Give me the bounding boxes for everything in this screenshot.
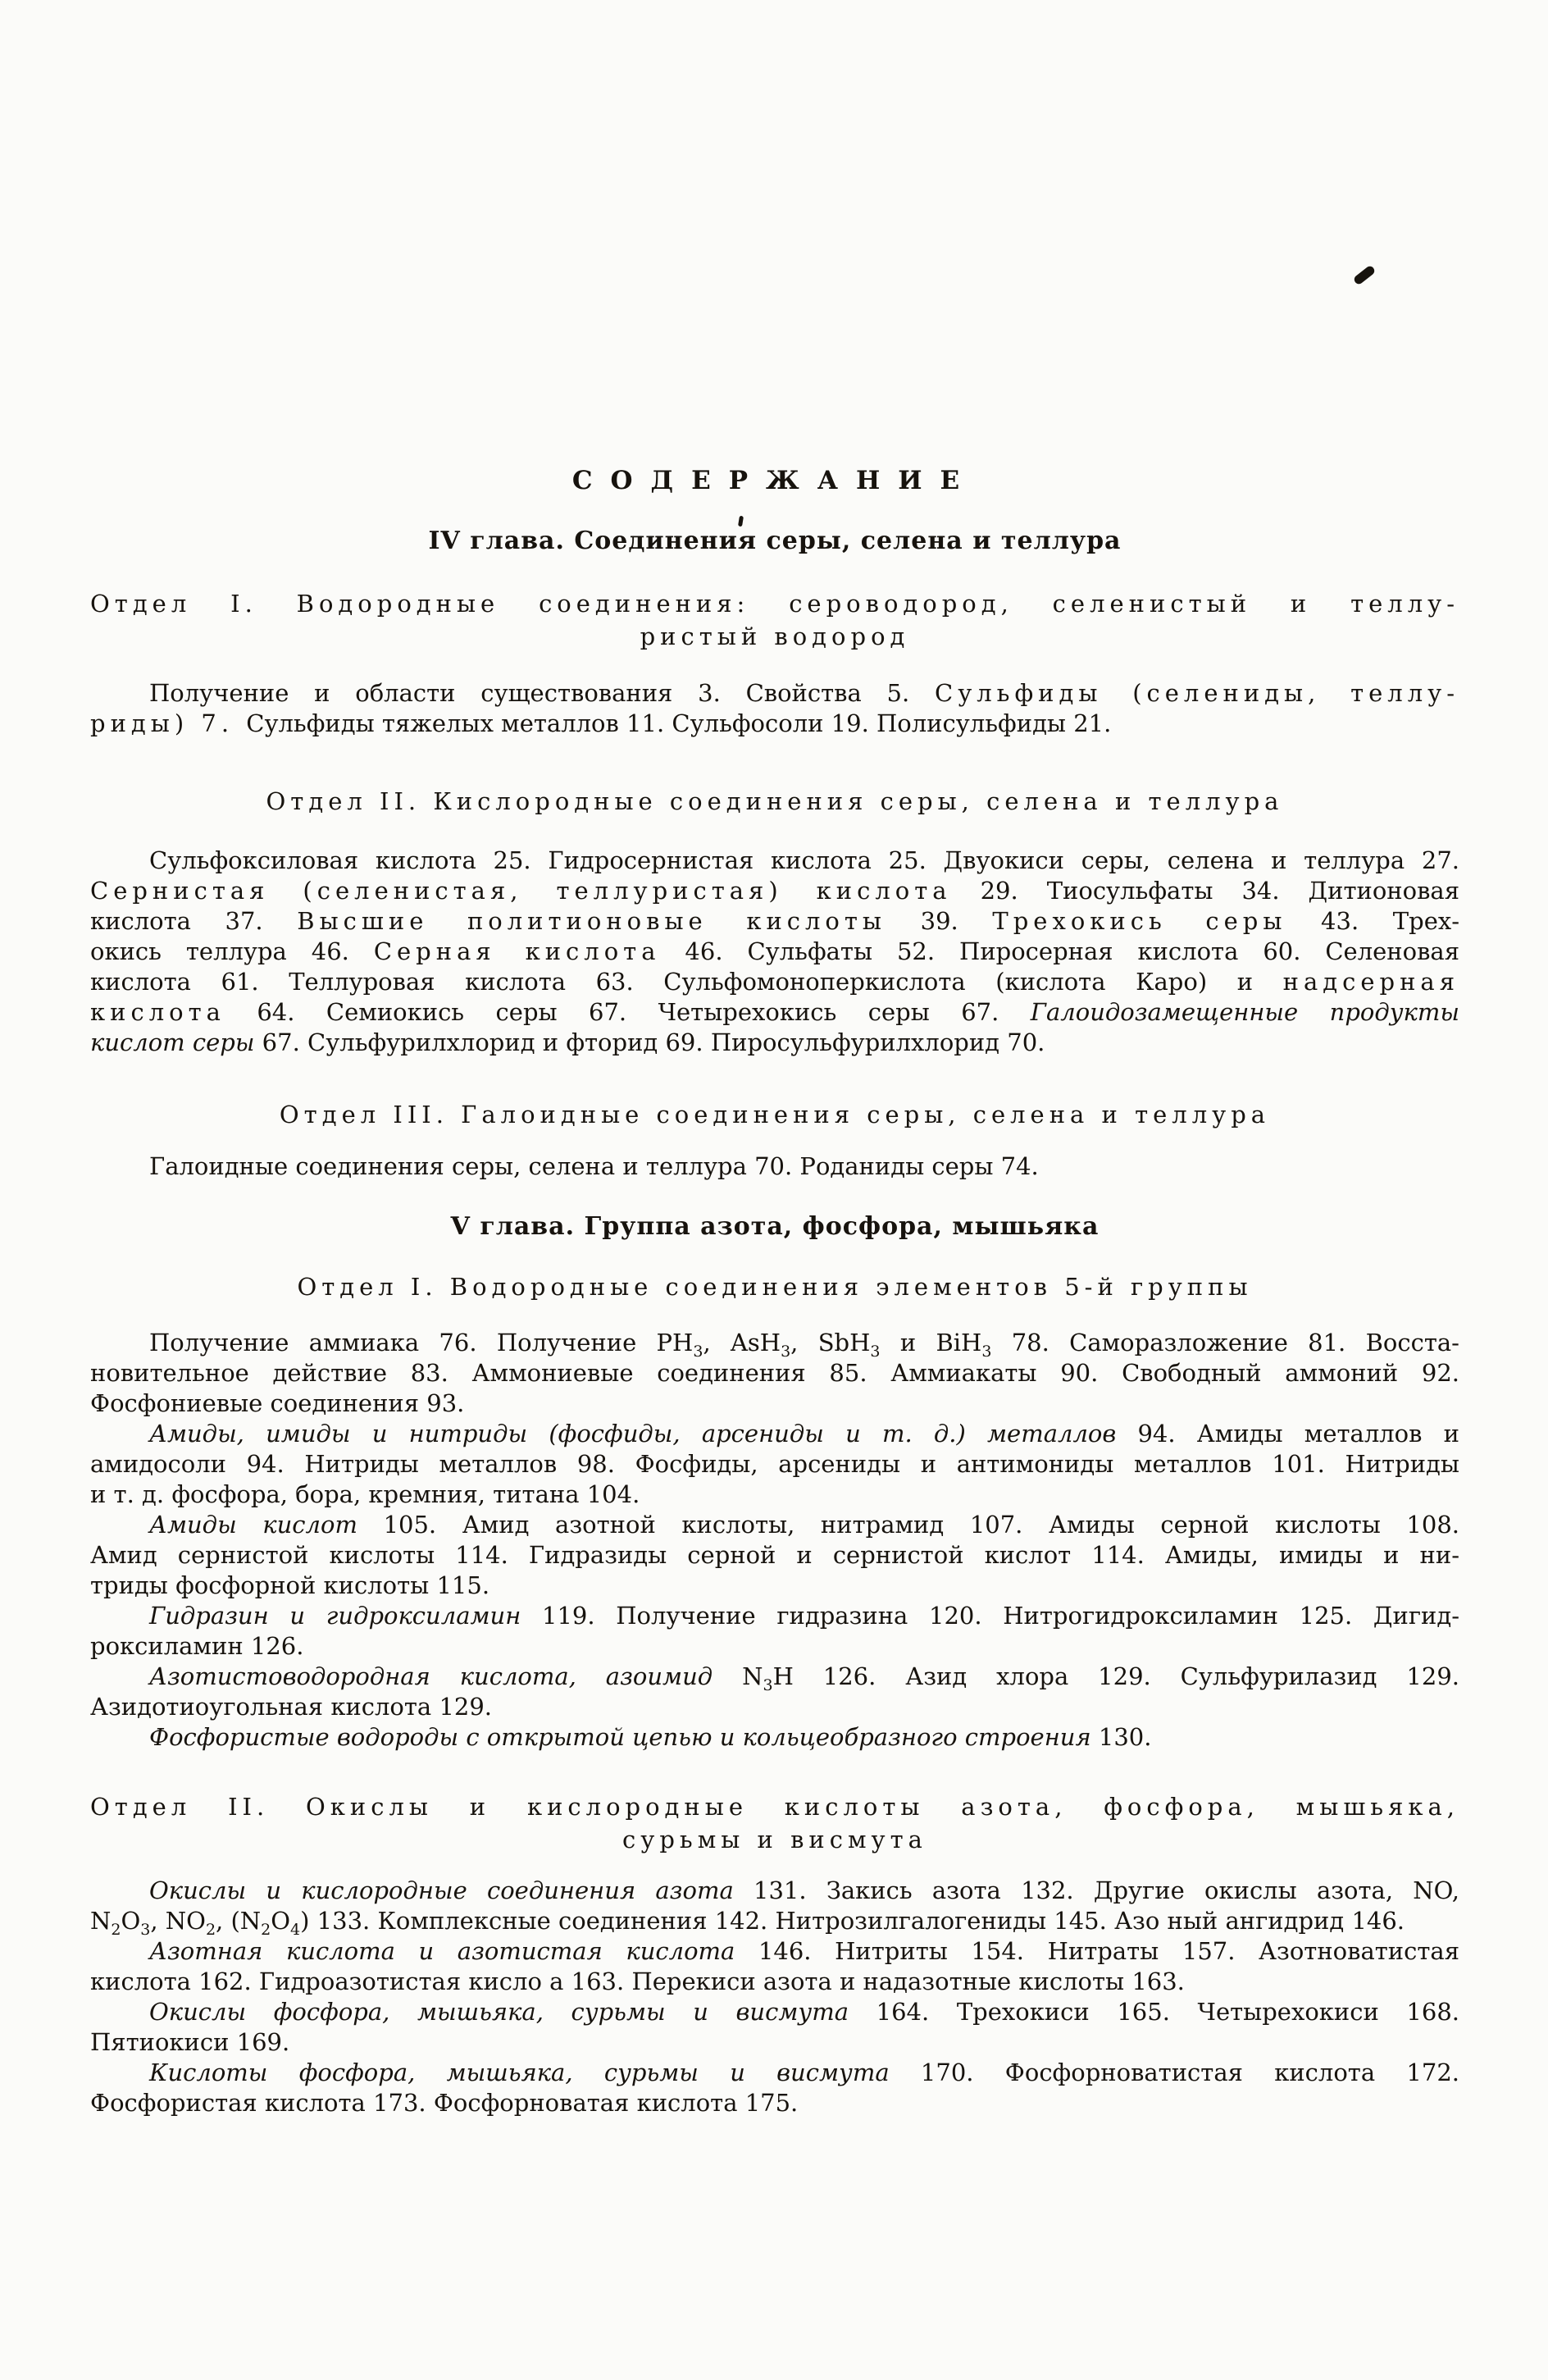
page-title: СОДЕРЖАНИЕ — [571, 466, 978, 495]
section-heading-line: Отдел I. Водородные соединения: сероводород, селенистый и теллу- — [90, 590, 1459, 618]
toc-paragraph — [90, 1936, 1459, 1997]
text-segment: 2 — [111, 1920, 121, 1939]
text-segment: 130. — [1090, 1723, 1152, 1751]
text-segment: Кислоты фосфора, мышьяка, сурьмы и висмута — [149, 2059, 890, 2086]
text-line — [90, 709, 1459, 739]
section-heading — [90, 587, 1459, 653]
text-segment: Сернистая (селенистая, теллуристая) кислота — [90, 877, 952, 905]
text-segment: 3 — [981, 1342, 992, 1361]
text-segment: Галоидозамещенные продукты — [1030, 998, 1459, 1026]
text-segment: N — [713, 1662, 763, 1690]
text-segment: , SbH — [790, 1329, 871, 1356]
text-segment: Амид сернистой кислоты 114. Гидразиды серной и сернистой кислот 114. Амиды, имиды и ни- — [90, 1541, 1459, 1569]
text-segment: 164. Трехокиси 165. Четырехокиси 168. — [849, 1998, 1459, 2026]
text-line — [90, 1906, 1459, 1939]
toc-paragraph — [90, 1876, 1459, 1939]
text-line — [90, 1510, 1459, 1540]
text-segment: Гидразин и гидроксиламин — [149, 1602, 521, 1630]
text-segment: роксиламин 126. — [90, 1632, 304, 1660]
section-heading-line: Отдел III. Галоидные соединения серы, селена и теллура — [279, 1101, 1271, 1128]
text-line — [90, 1967, 1459, 1997]
text-line — [90, 997, 1459, 1028]
text-line — [90, 1936, 1459, 1967]
text-segment: Фосфористая кислота 173. Фосфорноватая кислота 175. — [90, 2089, 799, 2117]
pen-stroke-mark — [1353, 265, 1377, 286]
text-segment: , (N — [216, 1907, 262, 1935]
text-line — [90, 1692, 1459, 1722]
section-heading — [90, 785, 1459, 818]
text-segment: 3 — [781, 1342, 791, 1361]
section-heading — [90, 1270, 1459, 1303]
text-segment: Сульфиды (селениды, теллу- — [935, 679, 1460, 707]
text-segment: и т. д. фосфора, бора, кремния, титана 104. — [90, 1480, 640, 1508]
text-segment: и BiH — [880, 1329, 982, 1356]
text-segment: 2 — [205, 1920, 216, 1939]
text-line — [90, 1388, 1459, 1419]
toc-paragraph — [90, 1328, 1459, 1419]
text-line — [90, 2027, 1459, 2058]
text-segment: 3 — [870, 1342, 881, 1361]
text-segment: 46. Сульфаты 52. Пиросерная кислота 60. Селеновая — [660, 937, 1460, 965]
section-heading — [90, 1790, 1459, 1856]
text-line — [90, 1540, 1459, 1571]
text-segment: 94. Амиды металлов и — [1116, 1420, 1460, 1448]
text-segment: 146. Нитриты 154. Нитраты 157. Азотноватистая — [735, 1937, 1459, 1965]
text-line — [90, 1151, 1459, 1182]
text-line — [90, 1449, 1459, 1480]
text-segment: Азотная кислота и азотистая кислота — [149, 1937, 735, 1965]
text-segment: триды фосфорной кислоты 115. — [90, 1571, 490, 1599]
text-segment: 29. Тиосульфаты 34. Дитионовая — [951, 877, 1459, 905]
text-segment: кислота 162. Гидроазотистая кисло а 163. Перекиси азота и надазотные кислоты 163. — [90, 1967, 1185, 1995]
section-heading-line: Отдел II. Кислородные соединения серы, селена и теллура — [266, 787, 1284, 815]
text-segment: O — [271, 1907, 291, 1935]
text-segment: 3 — [693, 1342, 703, 1361]
text-segment: 39. — [886, 907, 993, 935]
text-line — [90, 1328, 1459, 1361]
text-segment: H 126. Азид хлора 129. Сульфурилазид 129. — [772, 1662, 1459, 1690]
section-heading-line: Отдел I. Водородные соединения элементов 5-й группы — [297, 1273, 1253, 1301]
text-line — [90, 1419, 1459, 1449]
toc-paragraph — [90, 1997, 1459, 2058]
text-segment: Сульфоксиловая кислота 25. Гидросернистая кислота 25. Двуокиси серы, селена и теллура 27. — [149, 846, 1459, 874]
text-segment: 78. Саморазложение 81. Восста- — [991, 1329, 1459, 1356]
text-segment: N — [90, 1907, 112, 1935]
text-segment: Фосфониевые соединения 93. — [90, 1389, 465, 1417]
toc-paragraph — [90, 2058, 1459, 2118]
toc-paragraph — [90, 1662, 1459, 1722]
text-line — [90, 846, 1459, 876]
text-segment: ) 133. Комплексные соединения 142. Нитрозилгалогениды 145. Азо ный ангидрид 146. — [300, 1907, 1405, 1935]
text-segment: , AsH — [703, 1329, 781, 1356]
text-line — [90, 967, 1459, 997]
text-line — [90, 1631, 1459, 1662]
text-segment: кислот серы — [90, 1028, 255, 1056]
chapter-heading: IV глава. Соединения серы, селена и теллура — [428, 527, 1122, 555]
text-segment: кислота 37. — [90, 907, 298, 935]
text-line — [90, 2088, 1459, 2118]
section-heading-line: ристый водород — [640, 622, 910, 650]
text-segment: новительное действие 83. Аммониевые соединения 85. Аммиакаты 90. Свободный аммоний 92. — [90, 1359, 1459, 1387]
text-segment: 131. Закись азота 132. Другие окислы азота, NO, — [733, 1876, 1459, 1904]
text-segment: амидосоли 94. Нитриды металлов 98. Фосфиды, арсениды и антимониды металлов 101. Нитриды — [90, 1450, 1459, 1478]
text-segment: 3 — [140, 1920, 151, 1939]
toc-paragraph — [90, 1510, 1459, 1601]
text-segment: Окислы и кислородные соединения азота — [149, 1876, 734, 1904]
text-segment: риды) 7. — [90, 709, 247, 737]
text-line — [90, 1028, 1459, 1058]
toc-paragraph — [90, 846, 1459, 1058]
text-segment: 3 — [763, 1676, 773, 1694]
text-segment: 2 — [261, 1920, 271, 1939]
text-segment: кислота 61. Теллуровая кислота 63. Сульфомоноперкислота (кислота Каро) и — [90, 968, 1283, 996]
text-segment: O — [121, 1907, 141, 1935]
text-segment: Серная кислота — [373, 937, 661, 965]
text-segment: Пятиокиси 169. — [90, 2028, 290, 2056]
text-segment: Трехокись серы — [992, 907, 1287, 935]
text-segment: Получение и области существования 3. Свойства 5. — [149, 679, 935, 707]
section-heading-line: сурьмы и висмута — [622, 1826, 927, 1853]
toc-paragraph — [90, 1722, 1459, 1753]
text-line — [90, 1997, 1459, 2027]
text-line — [90, 937, 1459, 967]
text-line — [90, 1601, 1459, 1631]
text-line — [90, 1571, 1459, 1601]
chapter-heading: V глава. Группа азота, фосфора, мышьяка — [450, 1212, 1100, 1241]
text-line — [90, 1662, 1459, 1692]
text-segment: Высшие политионовые кислоты — [297, 907, 887, 935]
text-segment: 4 — [290, 1920, 301, 1939]
text-segment: Галоидные соединения серы, селена и теллура 70. Роданиды серы 74. — [149, 1152, 1039, 1180]
text-segment: 64. Семиокись серы 67. Четырехокись серы 67. — [225, 998, 1031, 1026]
section-heading-line: Отдел II. Окислы и кислородные кислоты азота, фосфора, мышьяка, — [90, 1793, 1459, 1821]
text-segment: кислота — [90, 998, 225, 1026]
text-segment: 119. Получение гидразина 120. Нитрогидроксиламин 125. Дигид- — [521, 1602, 1459, 1630]
text-segment: Амиды кислот — [149, 1511, 357, 1539]
text-segment: 105. Амид азотной кислоты, нитрамид 107. Амиды серной кислоты 108. — [357, 1511, 1459, 1539]
toc-paragraph — [90, 1151, 1459, 1182]
ink-speck — [738, 516, 744, 527]
text-segment: 170. Фосфорноватистая кислота 172. — [889, 2059, 1459, 2086]
text-line — [90, 876, 1459, 906]
text-segment: Фосфористые водороды с открытой цепью и кольцеобразного строения — [149, 1723, 1091, 1751]
text-segment: 67. Сульфурилхлорид и фторид 69. Пиросульфурилхлорид 70. — [254, 1028, 1045, 1056]
toc-paragraph — [90, 1601, 1459, 1662]
text-segment: Сульфиды тяжелых металлов 11. Сульфосоли 19. Полисульфиды 21. — [246, 709, 1112, 737]
text-segment: , NO — [150, 1907, 206, 1935]
text-line — [90, 1722, 1459, 1753]
text-segment: 43. Трех- — [1286, 907, 1460, 935]
text-line — [90, 1876, 1459, 1906]
toc-paragraph — [90, 678, 1459, 739]
text-line — [90, 678, 1459, 709]
text-line — [90, 1480, 1459, 1510]
text-segment: надсерная — [1282, 968, 1459, 996]
toc-paragraph — [90, 1419, 1459, 1510]
text-segment: Получение аммиака 76. Получение PH — [149, 1329, 694, 1356]
text-line — [90, 1358, 1459, 1388]
text-segment: Азидотиоугольная кислота 129. — [90, 1693, 493, 1721]
text-line — [90, 906, 1459, 937]
text-line — [90, 2058, 1459, 2088]
text-segment: Окислы фосфора, мышьяка, сурьмы и висмута — [149, 1998, 849, 2026]
text-segment: окись теллура 46. — [90, 937, 374, 965]
section-heading — [90, 1098, 1459, 1131]
text-segment: Азотистоводородная кислота, азоимид — [149, 1662, 713, 1690]
text-segment: Амиды, имиды и нитриды (фосфиды, арсениды и т. д.) металлов — [149, 1420, 1117, 1448]
